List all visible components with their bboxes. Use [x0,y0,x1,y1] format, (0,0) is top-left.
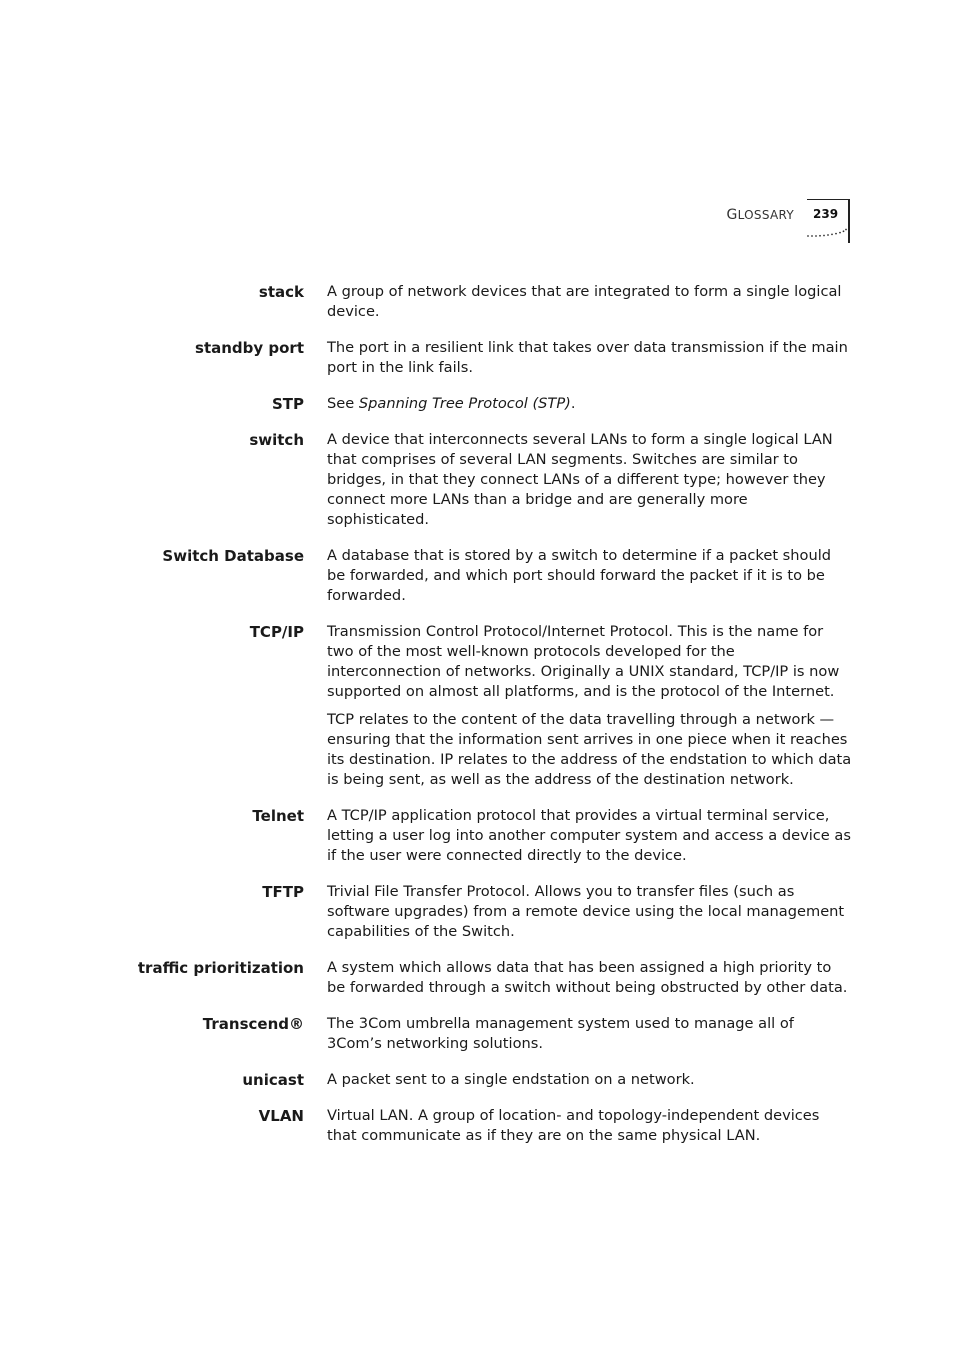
glossary-definition: The 3Com umbrella management system used to manage all of 3Com’s networking solutions. [327,1015,794,1052]
page-number: 239 [813,207,839,221]
glossary-entry [0,1070,954,1090]
glossary-entry [0,338,954,378]
glossary-term: Switch Database [162,547,304,565]
header-vertical-rule [848,199,850,243]
glossary-definition: A group of network devices that are integrated to form a single logical device. [327,283,842,320]
glossary-definition: A packet sent to a single endstation on a network. [327,1071,695,1088]
glossary-term: standby port [195,339,304,357]
glossary-term: VLAN [258,1107,304,1125]
glossary-term: TCP/IP [249,623,304,641]
glossary-definition: Trivial File Transfer Protocol. Allows you to transfer files (such as software upgrades) from a remote device using the local management capabilities of the Switch. [327,883,845,940]
glossary-entry [0,806,954,866]
glossary-entry [0,546,954,606]
glossary-definition: Virtual LAN. A group of location- and topology-independent devices that communicate as if they are on the same physical LAN. [327,1107,820,1144]
glossary-entry [0,1106,954,1146]
glossary-term: unicast [242,1071,304,1089]
glossary-list [0,282,954,1162]
header-top-rule [807,199,850,200]
dotted-arc-decoration [806,225,848,239]
glossary-definition: A database that is stored by a switch to determine if a packet should be forwarded, and which port should forward the packet if it is to be forwarded. [327,547,832,604]
glossary-term: STP [271,395,304,413]
glossary-entry [0,282,954,322]
page-header [700,199,850,243]
glossary-entry [0,882,954,942]
glossary-definition: A TCP/IP application protocol that provides a virtual terminal service, letting a user log into another computer system and access a device as if the user were connected directly to the device. [327,807,851,864]
glossary-term: TFTP [262,883,304,901]
glossary-definition: See Spanning Tree Protocol (STP). [327,395,576,412]
glossary-entry [0,622,954,790]
cross-reference: Spanning Tree Protocol (STP) [358,395,571,412]
glossary-definition: A system which allows data that has been assigned a high priority to be forwarded through a switch without being obstructed by other data. [327,959,848,996]
section-title: GLOSSARY [726,207,794,223]
glossary-entry [0,958,954,998]
glossary-term: stack [258,283,304,301]
glossary-term: Transcend® [202,1015,304,1033]
glossary-definition: The port in a resilient link that takes over data transmission if the main port in the link fails. [327,339,848,376]
glossary-term: traffic prioritization [137,959,304,977]
glossary-entry [0,1014,954,1054]
glossary-definition: Transmission Control Protocol/Internet Protocol. This is the name for two of the most well-known protocols developed for the interconnection of networks. Originally a UNIX standard, TCP/IP is now supported on almost all platforms, and is the protocol of the Internet. TCP relates to the content of the data travelling through a network — ensuring that the information sent arrives in one piece when it reaches its destination. IP relates to the address of the endstation to which data is being sent, as well as the address of the destination network. [327,623,852,788]
glossary-term: Telnet [252,807,304,825]
glossary-term: switch [249,431,304,449]
glossary-entry [0,430,954,530]
glossary-definition: A device that interconnects several LANs to form a single logical LAN that comprises of several LAN segments. Switches are similar to bridges, in that they connect LANs of a different type; however they connect more LANs than a bridge and are generally more sophisticated. [327,431,833,528]
glossary-entry [0,394,954,414]
